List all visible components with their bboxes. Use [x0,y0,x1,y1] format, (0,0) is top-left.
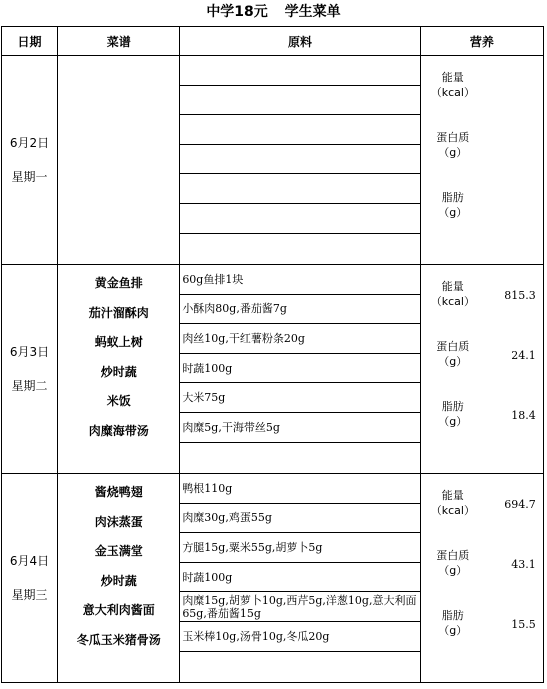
nutrition-cell [420,56,543,265]
dish-item: 炒时蔬 [100,573,137,588]
dish-item [58,208,179,238]
protein-row [421,339,544,379]
fat-label: 脂肪 （g） [438,400,468,428]
date-cell [2,474,58,683]
dish-item: 冬瓜玉米猪骨汤 [76,632,161,647]
dish-item: 米饭 [106,394,131,409]
dish-item: 茄汁溜酥肉 [88,305,149,320]
dish-item: 金玉满堂 [94,544,143,559]
ingredient-item: 时蔬100g [180,354,419,384]
ingredient-item: 肉糜5g,干海带丝5g [180,413,419,443]
dish-cell [58,474,180,683]
ingredient-item: 60g鱼排1块 [180,265,419,295]
energy-row [421,279,544,319]
energy-value: 815.3 [504,289,536,302]
ingredient-item: 肉糜30g,鸡蛋55g [180,504,419,534]
protein-value: 24.1 [511,349,536,362]
fat-value: 18.4 [511,409,536,422]
menu-table [1,26,544,683]
ingredient-item [180,234,419,264]
ingredient-cell [180,474,420,683]
dish-item: 肉沫蒸蛋 [94,514,143,529]
fat-value: 15.5 [511,618,536,631]
energy-row [421,488,544,528]
dish-item: 黄金鱼排 [94,276,143,290]
protein-label: 蛋白质 （g） [436,549,470,577]
energy-label: 能量 （kcal） [430,71,475,99]
protein-value: 43.1 [511,558,536,571]
day-row [2,474,544,683]
protein-row [421,548,544,588]
fat-row [421,399,544,439]
energy-row [421,70,544,110]
date-label: 6月3日 [9,345,50,359]
ingredient-item [180,204,419,234]
day-row [2,265,544,474]
dish-item [58,90,179,120]
date-label: 6月2日 [9,136,50,150]
header-nutrition: 营养 [420,27,543,56]
ingredient-item [180,174,419,204]
dish-item [58,119,179,149]
fat-label: 脂肪 （g） [438,609,468,637]
ingredient-item [180,56,419,86]
protein-label: 蛋白质 （g） [436,131,470,159]
dish-item [58,178,179,208]
energy-value: 694.7 [504,498,536,511]
dish-item: 酱烧鸭翅 [94,485,143,499]
ingredient-cell [180,265,420,474]
ingredient-item [180,652,419,682]
fat-label: 脂肪 （g） [438,191,468,219]
dish-cell [58,56,180,265]
ingredient-item: 肉丝10g,干红薯粉条20g [180,324,419,354]
day-row [2,56,544,265]
ingredient-item: 方腿15g,粟米55g,胡萝卜5g [180,533,419,563]
header-ingredient: 原料 [180,27,420,56]
fat-row [421,608,544,648]
dish-item: 肉糜海带汤 [88,423,149,438]
ingredient-item: 鸭根110g [180,474,419,504]
nutrition-cell [420,474,543,683]
date-label: 6月4日 [9,554,50,568]
protein-row [421,130,544,170]
dish-item [58,149,179,179]
ingredient-item [180,145,419,175]
header-dish: 菜谱 [58,27,180,56]
dish-item: 蚂蚁上树 [94,335,143,350]
ingredient-item: 大米75g [180,383,419,413]
dish-cell [58,265,180,474]
energy-label: 能量 （kcal） [430,280,475,308]
date-cell [2,56,58,265]
weekday-label: 星期二 [11,379,48,393]
ingredient-item: 玉米棒10g,汤骨10g,冬瓜20g [180,622,419,652]
menu-title-name: 学生菜单 [284,4,341,20]
ingredient-item [180,86,419,116]
ingredient-item: 肉糜15g,胡萝卜10g,西芹5g,洋葱10g,意大利面65g,番茄酱15g [180,592,419,622]
dish-item: 炒时蔬 [100,364,137,379]
dish-item [58,60,179,90]
header-row [2,27,544,56]
ingredient-item [180,115,419,145]
protein-label: 蛋白质 （g） [436,340,470,368]
ingredient-item: 小酥肉80g,番茄酱7g [180,295,419,325]
ingredient-item: 时蔬100g [180,563,419,593]
dish-item: 意大利肉酱面 [82,603,155,618]
header-date: 日期 [2,27,58,56]
weekday-label: 星期一 [11,170,48,184]
fat-row [421,190,544,230]
menu-title-school: 中学18元 [206,4,268,20]
ingredient-item [180,443,419,473]
menu-title [0,0,547,26]
energy-label: 能量 （kcal） [430,489,475,517]
ingredient-cell [180,56,420,265]
nutrition-cell [420,265,543,474]
date-cell [2,265,58,474]
weekday-label: 星期三 [11,588,48,602]
